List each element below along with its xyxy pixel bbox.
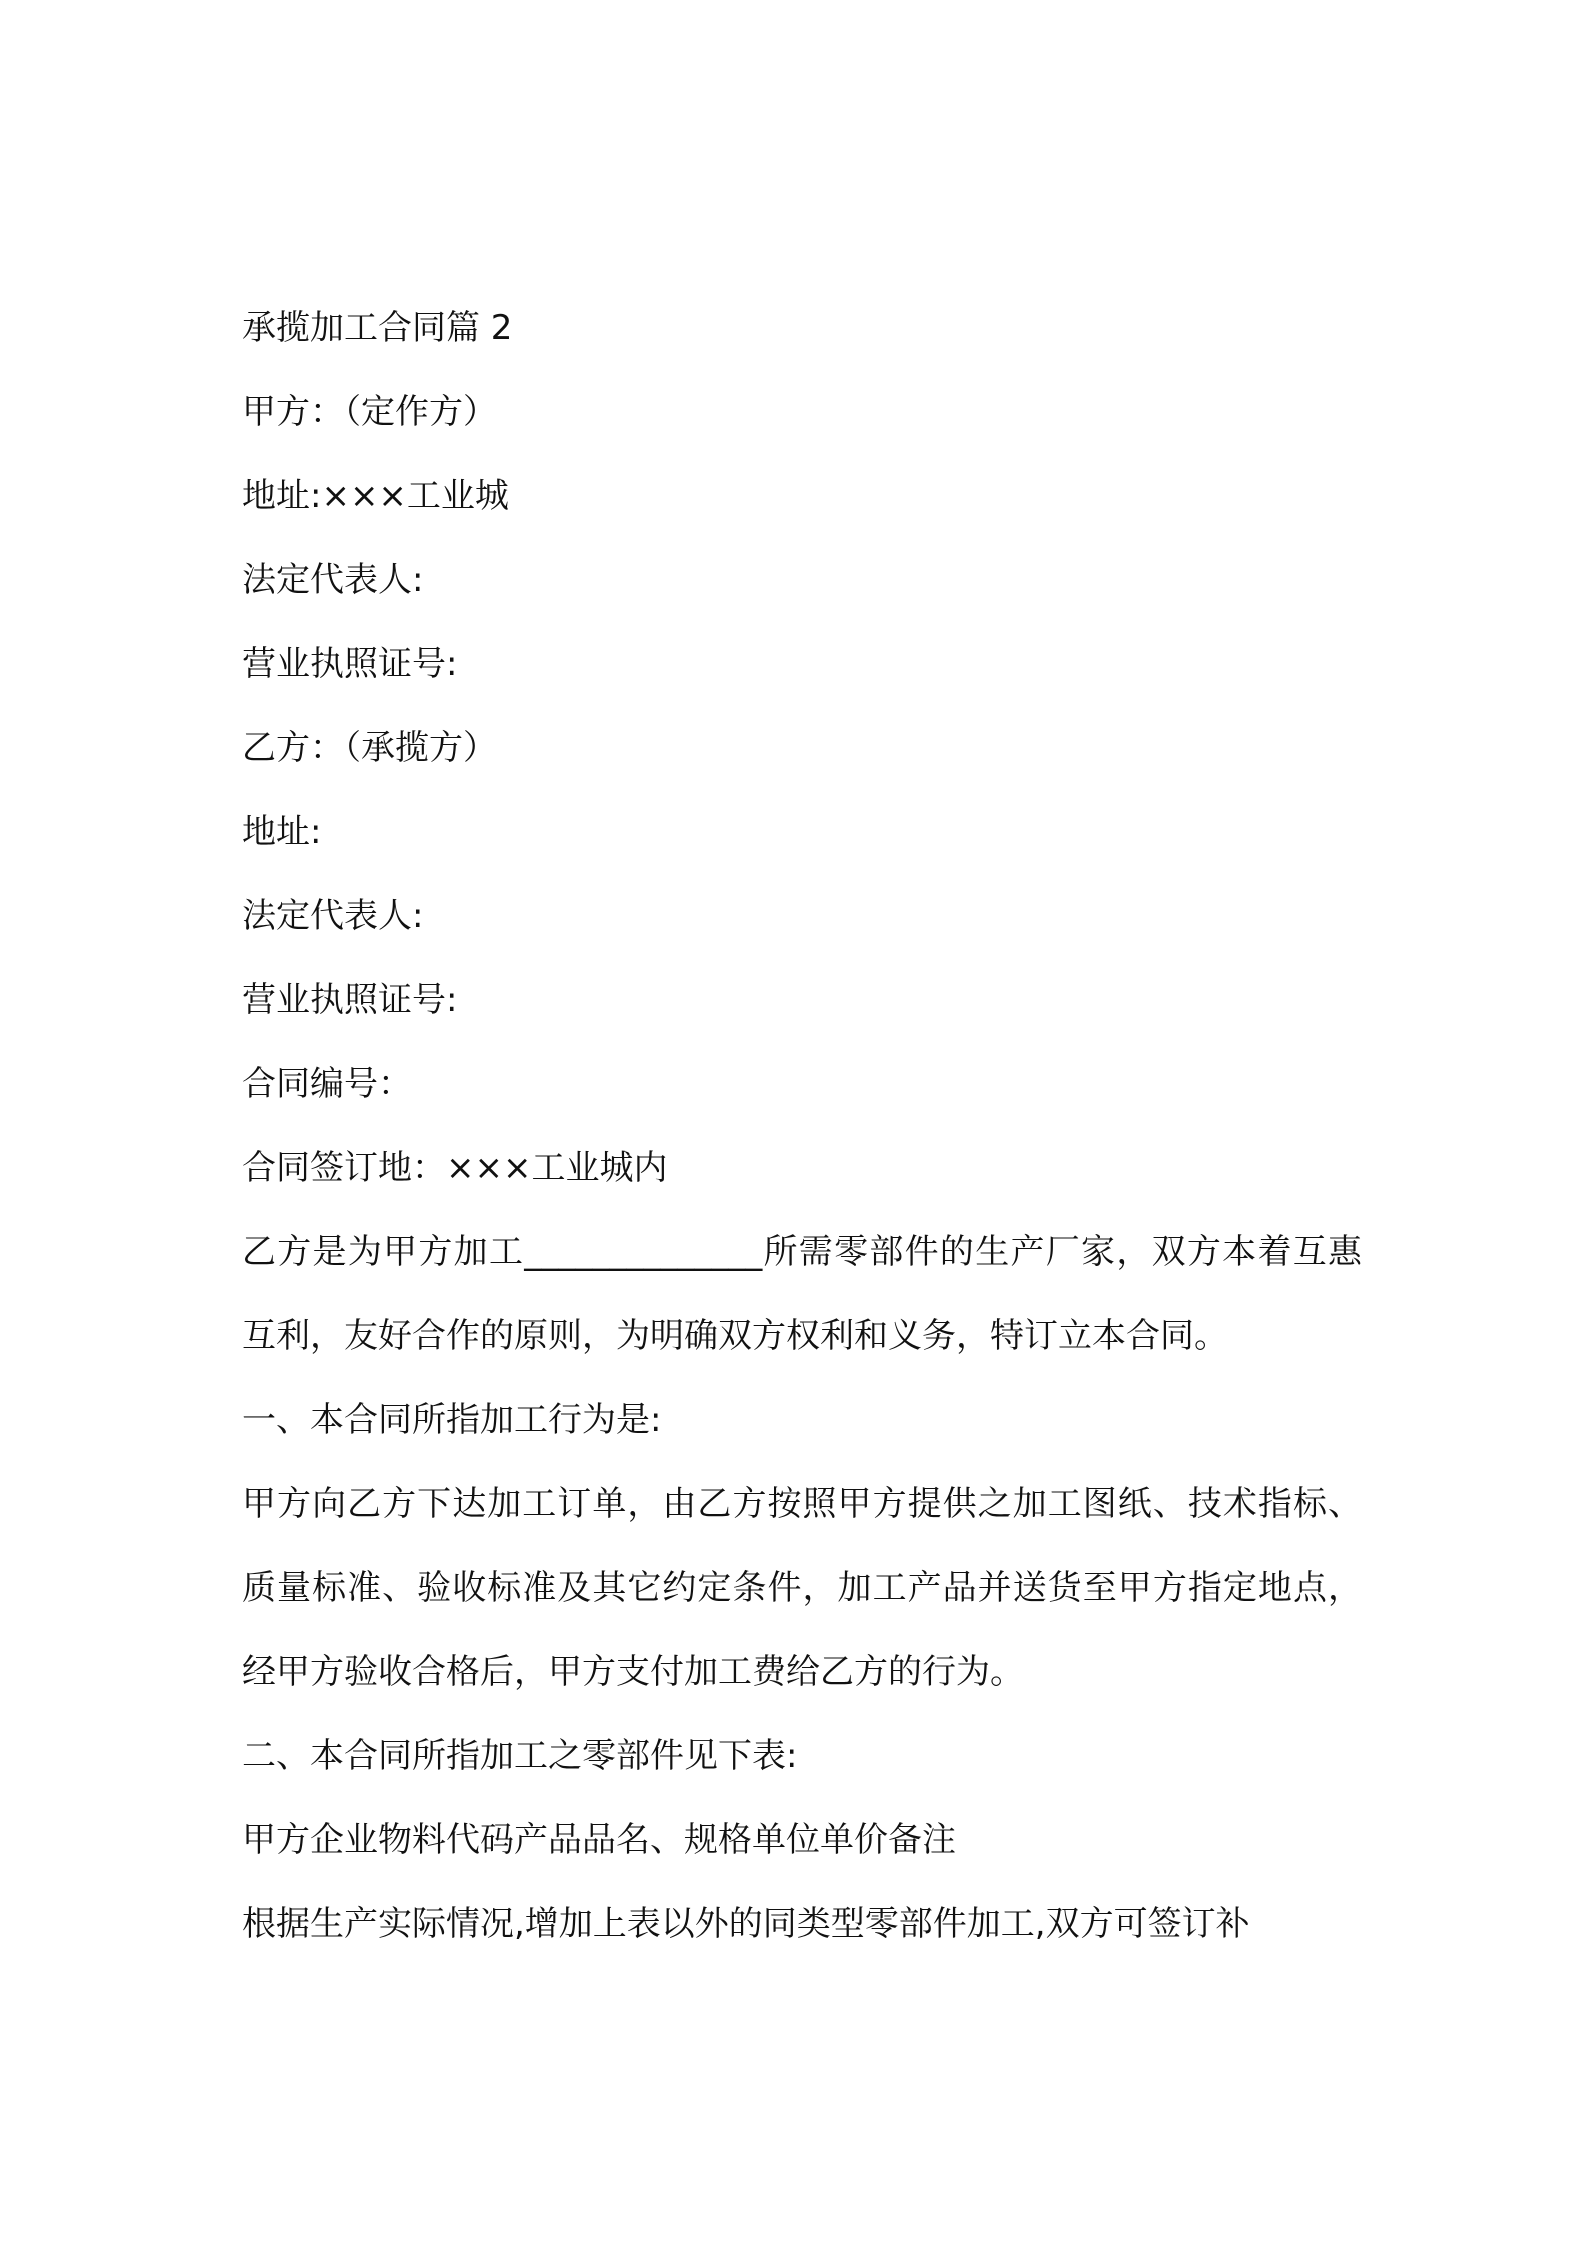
section-1-body: 甲方向乙方下达加工订单，由乙方按照甲方提供之加工图纸、技术指标、质量标准、验收标准及其它约定条件，加工产品并送货至甲方指定地点，经甲方验收合格后，甲方支付加工费给乙方的行为。: [242, 1484, 1362, 1692]
party-a-label: 甲方：（定作方）: [242, 392, 497, 432]
document-body: [242, 286, 1362, 1966]
party-b-label: 乙方：（承揽方）: [242, 728, 497, 768]
parts-table-header: 甲方企业物料代码产品品名、规格单位单价备注: [242, 1820, 956, 1860]
party-a-representative: 法定代表人:: [242, 560, 424, 600]
contract-number: 合同编号：: [242, 1064, 412, 1104]
party-b-license: 营业执照证号:: [242, 980, 458, 1020]
section-1-heading: 一、本合同所指加工行为是:: [242, 1400, 662, 1440]
intro-paragraph: 乙方是为甲方加工______________所需零部件的生产厂家，双方本着互惠互利，友好合作的原则，为明确双方权利和义务，特订立本合同。: [242, 1232, 1362, 1356]
party-b-representative: 法定代表人:: [242, 896, 424, 936]
party-a-address: 地址:×××工业城: [242, 476, 509, 516]
contract-signing-place: 合同签订地：×××工业城内: [242, 1148, 668, 1188]
party-b-address: 地址:: [242, 812, 322, 852]
section-2-heading: 二、本合同所指加工之零部件见下表:: [242, 1736, 798, 1776]
document-title: 承揽加工合同篇 2: [242, 308, 513, 348]
closing-paragraph: 根据生产实际情况,增加上表以外的同类型零部件加工,双方可签订补: [242, 1904, 1250, 1944]
party-a-license: 营业执照证号:: [242, 644, 458, 684]
